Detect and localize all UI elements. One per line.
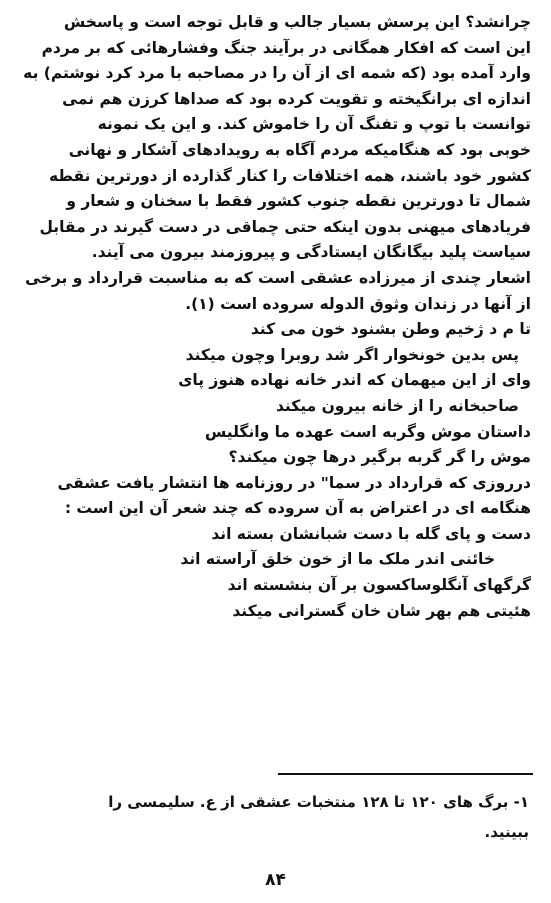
text-line: از آنها در زندان وثوق الدوله سروده است (۱). xyxy=(185,294,531,313)
text-line: کشور خود باشند، همه اختلافات را کنار گذارده از دورترین نقطه xyxy=(48,166,531,185)
text-line: توانست با توپ و تفنگ آن را خاموش کند. و این یک نمونه xyxy=(97,115,531,134)
poem-verse-line: پس بدین خونخوار اگر شد روبرا وچون میکند xyxy=(185,345,519,364)
text-line: وارد آمده بود (که شمه ای از آن را در مصاحبه با مرد کرد نوشتم) به xyxy=(23,64,531,83)
poem-verse-line: داستان موش وگربه است عهده ما وانگلیس xyxy=(204,422,531,441)
poem-verse-line: صاحبخانه را از خانه بیرون میکند xyxy=(275,396,519,415)
text-line: خوبی بود که هنگامیکه مردم آگاه به رویدادهای آشکار و نهانی xyxy=(68,140,531,159)
poem-verse-line: دست و پای گله با دست شبانشان بسته اند xyxy=(211,524,531,543)
text-line: سیاست پلید بیگانگان ایستادگی و پیروزمند بیرون می آیند. xyxy=(91,243,531,262)
poem-verse-line: موش را گر گربه برگیر درها چون میکند؟ xyxy=(228,448,531,467)
poem-verse-line: گرگهای آنگلوساکسون بر آن بنشسته اند xyxy=(227,576,531,595)
text-line: درروزی که قرارداد در سما" در روزنامه ها انتشار یافت عشقی xyxy=(57,473,531,492)
text-line: هنگامه ای در اعتراض به آن سروده که چند شعر آن این است : xyxy=(64,499,531,518)
poem-verse-line: خائنی اندر ملک ما از خون خلق آراسته اند xyxy=(180,550,495,569)
poem-verse-line: تا م د ژخیم وطن بشنود خون می کند xyxy=(250,320,531,339)
text-line: فریادهای میهنی بدون اینکه حتی چماقی در دست گیرند در مقابل xyxy=(39,217,531,236)
text-line: اشعار چندی از میرزاده عشقی است که به مناسبت قرارداد و برخی xyxy=(25,268,531,287)
text-line: شمال تا دورترین نقطه جنوب کشور فقط با سخنان و شعار و xyxy=(66,192,531,211)
page-number: ۸۴ xyxy=(265,870,286,890)
footnote-separator xyxy=(278,773,533,775)
text-line: این است که افکار همگانی در برآیند جنگ وفشارهائی که بر مردم xyxy=(41,38,531,57)
footnote-line: ببینید. xyxy=(484,823,529,841)
text-line: اندازه ای برانگیخته و تقویت کرده بود که صداها کرزن هم نمی xyxy=(62,89,531,108)
poem-verse-line: هئیتی هم بهر شان خان گسترانی میکند xyxy=(232,601,531,620)
text-line: چرانشد؟ این پرسش بسیار جالب و قابل توجه است و پاسخش xyxy=(63,13,531,31)
footnote xyxy=(24,787,529,847)
poem-verse-line: وای از این میهمان که اندر خانه نهاده هنوز پای xyxy=(178,371,531,390)
page-body-text xyxy=(23,10,531,624)
footnote-line: ۱- برگ های ۱۲۰ تا ۱۲۸ منتخبات عشقی از ع. سلیمسی را xyxy=(108,793,529,811)
